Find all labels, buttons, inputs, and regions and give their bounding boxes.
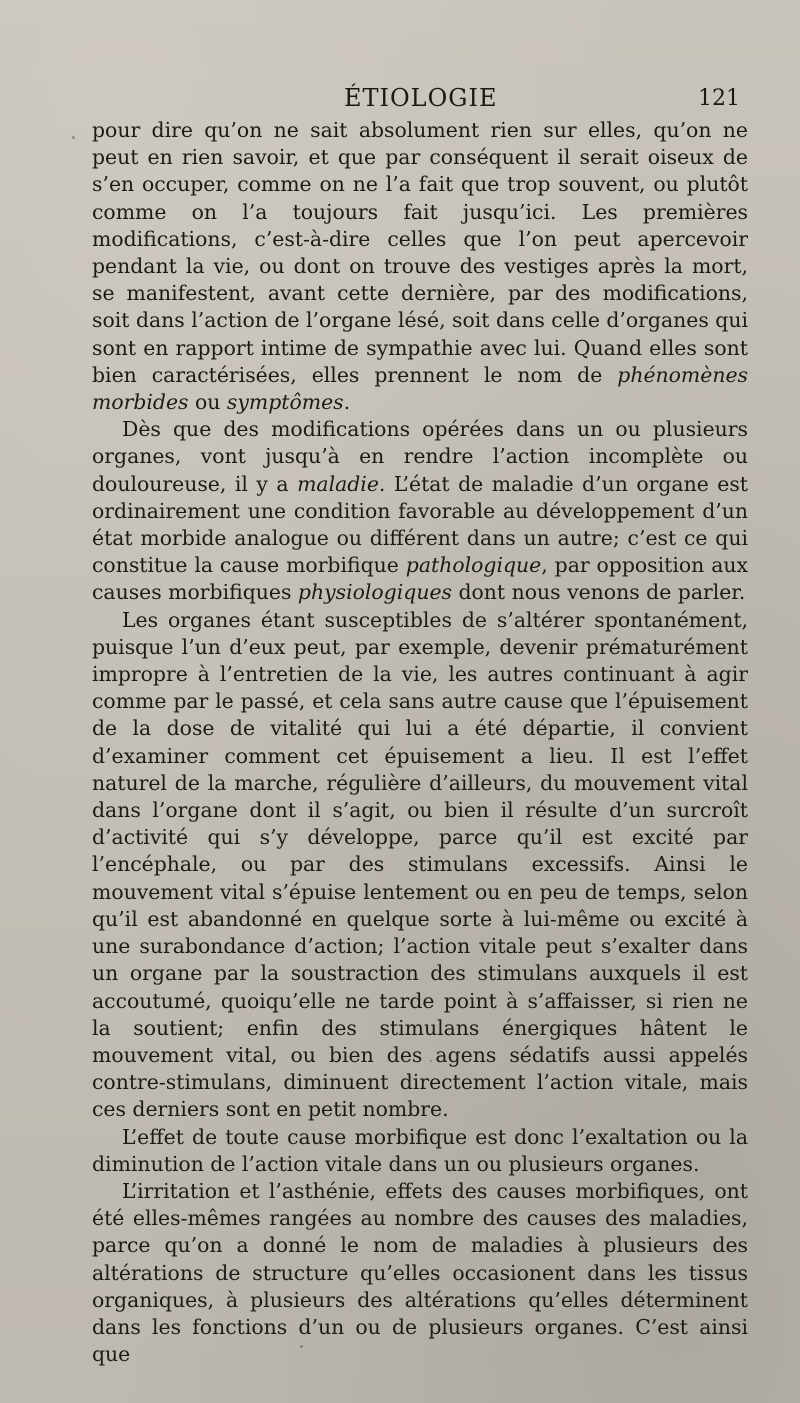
italic-term: maladie bbox=[297, 471, 379, 496]
text-segment: L’effet de toute cause morbifique est donc l’exaltation ou la diminution de l’action vitale dans un ou plusieurs organes. bbox=[92, 1124, 748, 1176]
paragraph-3 bbox=[92, 607, 748, 1124]
text-segment: Les organes étant susceptibles de s’altérer spontanément, puisque l’un d’eux peut, par exemple, devenir prématurément impropre à l’entretien de la vie, les autres continuant à agir comme par le passé, et cela sans autre cause que l’épuisement de la dose de vitalité qui lui a été départie, il convient d’examiner comment cet épuisement a lieu. Il est l’effet naturel de la marche, régulière d’ailleurs, du mouvement vital dans l’organe dont il s’agit, ou bien il résulte d’un surcroît d’activité qui s’y développe, parce qu’il est excité par l’encéphale, ou par des stimulans excessifs. Ainsi le mouvement vital s’épuise lentement ou en peu de temps, selon qu’il est abandonné en quelque sorte à lui-même ou excité à une surabondance d’action; l’action vitale peut s’exalter dans un organe par la soustraction des stimulans auxquels il est accoutumé, quoiqu’elle ne tarde point à s’affaisser, si rien ne la soutient; enfin des stimulans énergiques hâtent le mouvement vital, ou bien des agens sédatifs aussi appelés contre-stimulans, diminuent directement l’action vitale, mais ces derniers sont en petit nombre. bbox=[92, 607, 748, 1122]
text-segment: dont nous venons de parler. bbox=[451, 580, 746, 605]
paper-speck bbox=[490, 380, 492, 382]
paragraph-4 bbox=[92, 1124, 748, 1178]
text-segment: L’irritation et l’asthénie, effets des causes morbifiques, ont été elles-mêmes rangées au nombre des causes des maladies, parce qu’on a donné le nom de maladies à plusieurs des altérations de structure qu’elles occasionent dans les tissus organiques, à plusieurs des altérations qu’elles déterminent dans les fonctions d’un ou de plusieurs organes. C’est ainsi que bbox=[92, 1178, 748, 1367]
text-segment: Dès que des modifications opérées dans un ou plusieurs organes, vont jusqu’à en rendre l’action incomplète ou douloureuse, il y a bbox=[92, 417, 748, 496]
page-header bbox=[0, 84, 800, 118]
text-segment: . L’état de maladie d’un organe est ordinairement une condition favorable au développement d’un état morbide analogue ou différent dans un autre; c’est ce qui constitue la cause morbifique bbox=[92, 471, 748, 578]
italic-term: phénomènes morbides bbox=[92, 362, 748, 415]
paragraph-5 bbox=[92, 1178, 748, 1368]
body-text bbox=[92, 117, 748, 1368]
paper-speck bbox=[430, 1060, 432, 1062]
text-segment: . bbox=[343, 390, 351, 415]
paragraph-2 bbox=[92, 416, 748, 606]
text-segment: , par opposition aux causes morbifiques bbox=[92, 553, 748, 605]
paper-speck bbox=[300, 1345, 303, 1348]
paper-speck bbox=[72, 136, 75, 139]
italic-term: symptômes bbox=[226, 390, 344, 415]
paragraph-1 bbox=[92, 117, 748, 416]
italic-term: physiologiques bbox=[297, 580, 452, 605]
text-segment: pour dire qu’on ne sait absolument rien sur elles, qu’on ne peut en rien savoir, et que par conséquent il serait oiseux de s’en occuper, comme on ne l’a fait que trop souvent, ou plutôt comme on l’a toujours fait jusqu’ici. Les premières modifications, c’est-à-dire celles que l’on peut apercevoir pendant la vie, ou dont on trouve des vestiges après la mort, se manifestent, avant cette dernière, par des modifications, soit dans l’action de l’organe lésé, soit dans celle d’organes qui sont en rapport intime de sympathie avec lui. Quand elles sont bien caractérisées, elles prennent le nom de bbox=[92, 118, 748, 387]
text-segment: ou bbox=[188, 390, 227, 415]
running-head: ÉTIOLOGIE bbox=[344, 84, 498, 112]
page-number: 121 bbox=[698, 86, 740, 111]
italic-term: pathologique bbox=[405, 553, 542, 578]
